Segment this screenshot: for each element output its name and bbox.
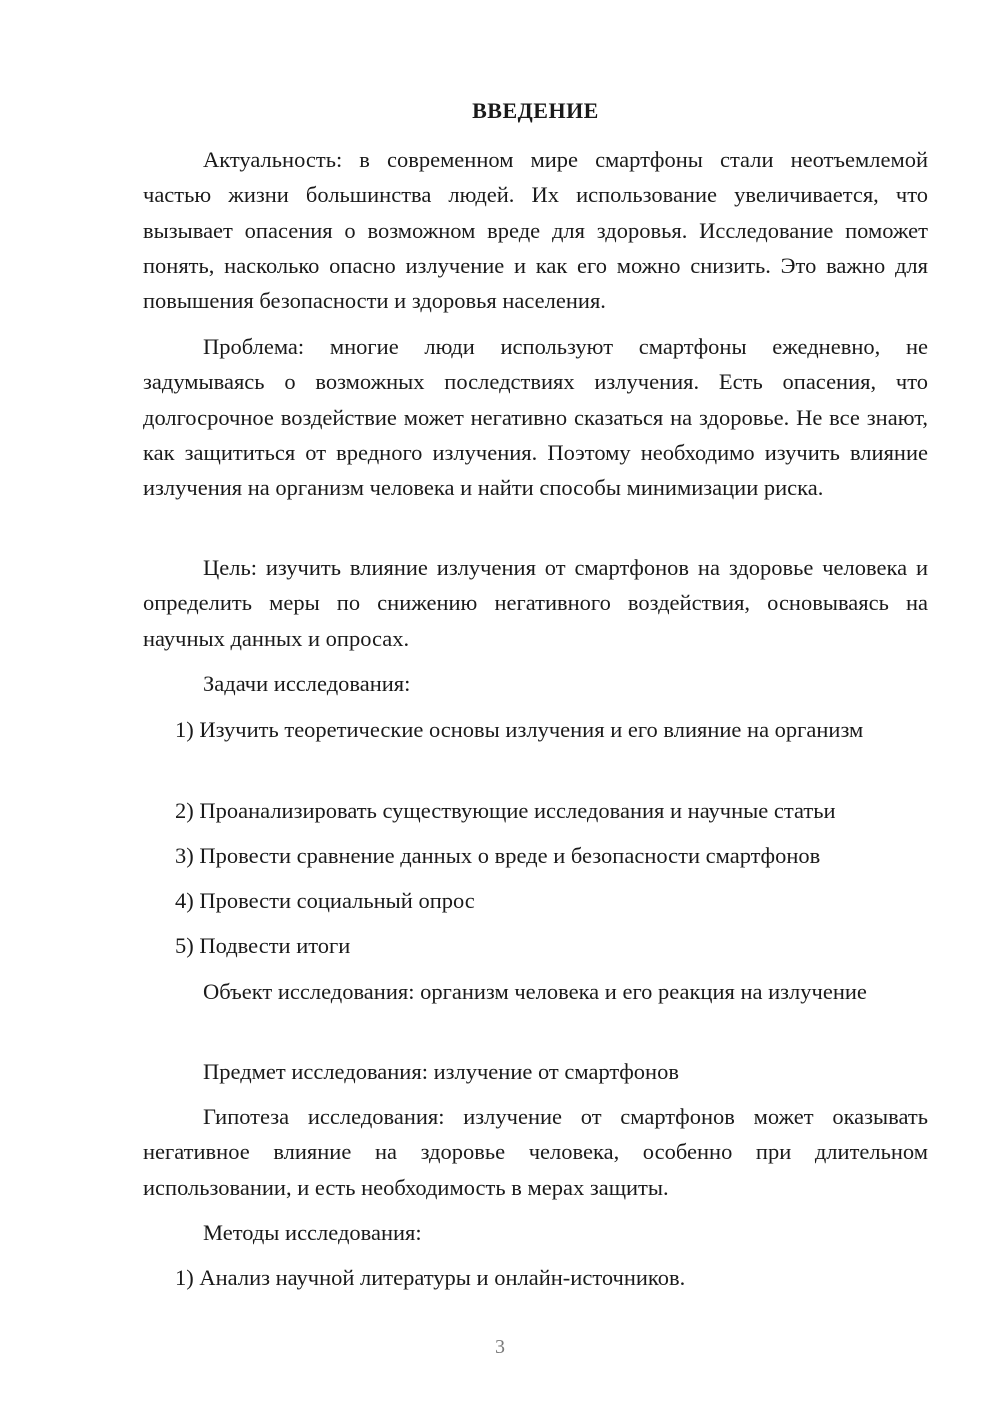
subject-paragraph: Предмет исследования: излучение от смартфонов — [203, 1059, 679, 1084]
tasks-heading: Задачи исследования: — [203, 671, 411, 696]
task-item-2: 2) Проанализировать существующие исследования и научные статьи — [175, 798, 836, 823]
problem-paragraph: Проблема: многие люди используют смартфоны ежедневно, не задумываясь о возможных последствиях излучения. Есть опасения, что долгосрочное воздействие может негативно сказаться на здоровье. Не все знают, как защититься от вредного излучения. Поэтому необходимо изучить влияние излучения на организм человека и найти способы минимизации риска. — [143, 334, 928, 501]
page-number: 3 — [495, 1336, 505, 1358]
object-paragraph: Объект исследования: организм человека и его реакция на излучение — [203, 979, 867, 1004]
relevance-paragraph: Актуальность: в современном мире смартфоны стали неотъемлемой частью жизни большинства людей. Их использование увеличивается, что вызывает опасения о возможном вреде для здоровья. Исследование поможет понять, насколько опасно излучение и как его можно снизить. Это важно для повышения безопасности и здоровья населения. — [143, 147, 928, 314]
task-item-3: 3) Провести сравнение данных о вреде и безопасности смартфонов — [175, 843, 821, 868]
task-item-1: 1) Изучить теоретические основы излучения и его влияние на организм — [175, 717, 864, 742]
goal-paragraph: Цель: изучить влияние излучения от смартфонов на здоровье человека и определить меры по снижению негативного воздействия, основываясь на научных данных и опросах. — [143, 555, 928, 651]
task-item-4: 4) Провести социальный опрос — [175, 888, 475, 913]
hypothesis-paragraph: Гипотеза исследования: излучение от смартфонов может оказывать негативное влияние на здоровье человека, особенно при длительном использовании, и есть необходимость в мерах защиты. — [143, 1104, 928, 1200]
task-item-5: 5) Подвести итоги — [175, 933, 351, 958]
method-item-1: 1) Анализ научной литературы и онлайн-источников. — [175, 1265, 686, 1290]
page-title: ВВЕДЕНИЕ — [472, 98, 599, 123]
methods-heading: Методы исследования: — [203, 1220, 422, 1245]
